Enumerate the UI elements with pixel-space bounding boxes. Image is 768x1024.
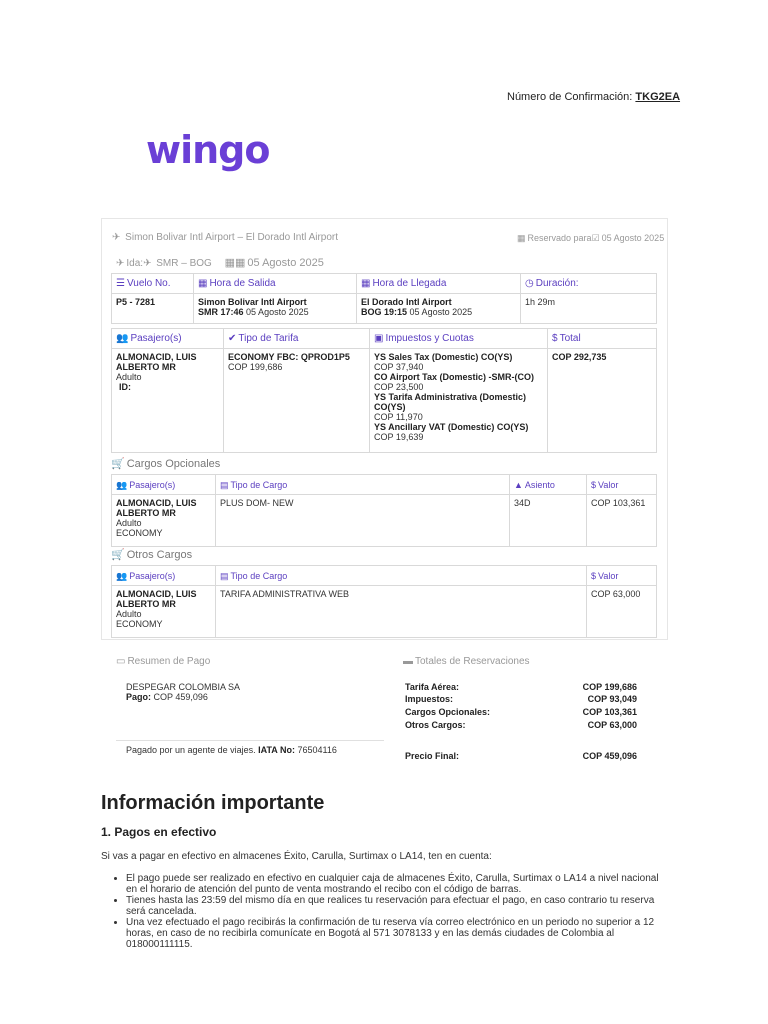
other-charges-table <box>111 565 657 638</box>
header-passengers: 👥 Pasajero(s) <box>112 566 216 586</box>
list-item: • El pago puede ser realizado en efectivo en cualquier caja de almacenes Éxito, Carulla, Surtimax o LA14 a nivel nacional en el horario de atención del punto de venta mostrando el recibo con el código de barras. <box>126 873 671 895</box>
route-text: Simon Bolivar Intl Airport – El Dorado Intl Airport <box>125 232 339 243</box>
header-fare-type: ✔ Tipo de Tarifa <box>224 329 370 349</box>
flight-table <box>111 273 657 324</box>
passenger-type: Adulto <box>116 609 142 619</box>
confirmation-code: TKG2EA <box>635 91 681 103</box>
plane-icon: ✈ <box>112 232 121 243</box>
calendar-icon: ▦ <box>361 277 371 289</box>
calendar-icon: ▦▦ <box>224 257 246 269</box>
dollar-icon: $ <box>591 479 597 490</box>
passenger-cell <box>112 349 224 453</box>
money-icon: ▣ <box>374 332 384 344</box>
list-item: • Tienes hasta las 23:59 del mismo día en que realices tu reservación para efectuar el pago, en caso contrario tu reserva será cancelada. <box>126 895 671 917</box>
clock-icon: ◷ <box>525 277 534 289</box>
header-seat: ▲ Asiento <box>510 475 587 495</box>
departure-time: SMR 17:46 <box>198 307 244 317</box>
tax-name: YS Sales Tax (Domestic) CO(YS) <box>374 352 513 362</box>
header-duration: ◷ Duración: <box>521 274 657 294</box>
charge-value: COP 103,361 <box>587 495 657 547</box>
total-row: Tarifa Aérea: COP 199,686 <box>405 682 637 692</box>
tax-name: YS Tarifa Administrativa (Domestic) CO(YS) <box>374 392 527 412</box>
payment-summary-title: ▭ Resumen de Pago <box>116 656 211 667</box>
reserved-label: Reservado para <box>527 233 592 243</box>
dollar-icon: $ <box>591 570 597 581</box>
passenger-id: ID: <box>119 382 131 392</box>
users-icon: 👥 <box>116 332 129 344</box>
flight-number: P5 - 7281 <box>112 294 194 324</box>
check-icon: ✔ <box>228 332 237 344</box>
credit-card-icon: ▭ <box>116 656 126 667</box>
divider <box>116 740 384 741</box>
header-value: $ Valor <box>587 475 657 495</box>
confirmation-number <box>507 91 680 103</box>
leg-date: 05 Agosto 2025 <box>247 257 324 269</box>
tax-name: YS Ancillary VAT (Domestic) CO(YS) <box>374 422 529 432</box>
cash-payments-intro: Si vas a pagar en efectivo en almacenes Éxito, Carulla, Surtimax o LA14, ten en cuenta: <box>101 851 492 862</box>
final-price-row: Precio Final: COP 459,096 <box>405 751 637 761</box>
passenger-name: ALMONACID, LUIS ALBERTO MR <box>116 498 197 518</box>
tax-amount: COP 19,639 <box>374 432 424 442</box>
cart-icon: 🛒 <box>111 458 125 470</box>
passenger-type: Adulto <box>116 372 142 382</box>
seat: 34D <box>510 495 587 547</box>
tax-amount: COP 23,500 <box>374 382 424 392</box>
header-passengers: 👥 Pasajero(s) <box>112 329 224 349</box>
total-row: Impuestos: COP 93,049 <box>405 694 637 704</box>
charge-type: TARIFA ADMINISTRATIVA WEB <box>216 586 587 638</box>
cabin: ECONOMY <box>116 528 163 538</box>
header-value: $ Valor <box>587 566 657 586</box>
payment-summary <box>126 682 286 702</box>
agent-note <box>126 745 337 755</box>
dollar-icon: $ <box>552 332 558 344</box>
totals-title: ▬ Totales de Reservaciones <box>403 656 530 667</box>
arrival-airport: El Dorado Intl Airport <box>361 297 452 307</box>
cabin: ECONOMY <box>116 619 163 629</box>
header-total: $ Total <box>548 329 657 349</box>
tax-amount: COP 11,970 <box>374 412 423 422</box>
pay-amount: COP 459,096 <box>153 692 208 702</box>
passenger-cell <box>112 586 216 638</box>
plane-icon: ✈ <box>143 258 152 269</box>
charge-value: COP 63,000 <box>587 586 657 638</box>
payer-name: DESPEGAR COLOMBIA SA <box>126 682 241 692</box>
cash-payments-title: 1. Pagos en efectivo <box>101 825 217 839</box>
departure-cell <box>194 294 357 324</box>
other-charges-title: 🛒 Otros Cargos <box>111 549 193 561</box>
total-row: Cargos Opcionales: COP 103,361 <box>405 707 637 717</box>
calendar-check-icon: ☑ <box>591 233 600 243</box>
header-taxes: ▣ Impuestos y Cuotas <box>370 329 548 349</box>
reserved-date: 05 Agosto 2025 <box>601 233 665 243</box>
users-icon: 👥 <box>116 570 128 581</box>
departure-airport: Simon Bolivar Intl Airport <box>198 297 307 307</box>
total-row: Otros Cargos: COP 63,000 <box>405 720 637 730</box>
route-line <box>112 232 338 243</box>
header-charge-type: ▤ Tipo de Cargo <box>216 566 587 586</box>
taxes-cell <box>370 349 548 453</box>
iata-number: 76504116 <box>297 745 337 755</box>
fare-total: COP 292,735 <box>548 349 657 453</box>
pay-label: Pago: <box>126 692 152 702</box>
money-icon: ▬ <box>403 656 413 667</box>
leg-label: Ida: <box>126 258 144 269</box>
reserved-for <box>517 233 664 244</box>
optional-charges-title: 🛒 Cargos Opcionales <box>111 458 221 470</box>
charge-type: PLUS DOM- NEW <box>216 495 510 547</box>
list-item: • Una vez efectuado el pago recibirás la confirmación de tu reserva vía correo electrónico en un periodo no superior a 12 horas, en caso de no recibirla comunícate en Bogotá al 571 3078133 y en las demás ciudades de Colombia al 018000111115. <box>126 917 671 950</box>
calendar-icon: ▦ <box>517 233 526 243</box>
calendar-icon: ▦ <box>198 277 208 289</box>
bag-icon: ▤ <box>220 479 229 490</box>
list-icon: ☰ <box>116 277 125 289</box>
header-flight-no: ☰ Vuelo No. <box>112 274 194 294</box>
cart-icon: 🛒 <box>111 549 125 561</box>
agent-text: Pagado por un agente de viajes. <box>126 745 256 755</box>
departure-date: 05 Agosto 2025 <box>246 307 309 317</box>
plane-icon: ✈ <box>116 258 125 269</box>
leg-line <box>116 256 324 269</box>
header-passengers: 👥 Pasajero(s) <box>112 475 216 495</box>
header-departure: ▦ Hora de Salida <box>194 274 357 294</box>
passenger-cell <box>112 495 216 547</box>
fare-amount: COP 199,686 <box>228 362 283 372</box>
fare-table <box>111 328 657 453</box>
iata-label: IATA No: <box>258 745 295 755</box>
header-charge-type: ▤ Tipo de Cargo <box>216 475 510 495</box>
fare-cell <box>224 349 370 453</box>
optional-charges-table <box>111 474 657 547</box>
arrival-time: BOG 19:15 <box>361 307 408 317</box>
header-arrival: ▦ Hora de Llegada <box>357 274 521 294</box>
confirmation-label: Número de Confirmación: <box>507 91 633 103</box>
user-icon: ▲ <box>514 479 523 490</box>
important-info-title: Información importante <box>101 792 325 814</box>
bag-icon: ▤ <box>220 570 229 581</box>
wingo-logo: wingo <box>146 128 270 172</box>
cash-payments-list <box>126 873 671 950</box>
passenger-name: ALMONACID, LUIS ALBERTO MR <box>116 352 197 372</box>
duration-value: 1h 29m <box>521 294 657 324</box>
arrival-cell <box>357 294 521 324</box>
tax-name: CO Airport Tax (Domestic) -SMR-(CO) <box>374 372 535 382</box>
users-icon: 👥 <box>116 479 128 490</box>
passenger-name: ALMONACID, LUIS ALBERTO MR <box>116 589 197 609</box>
fare-type: ECONOMY FBC: QPROD1P5 <box>228 352 350 362</box>
arrival-date: 05 Agosto 2025 <box>409 307 473 317</box>
leg-route: SMR – BOG <box>156 258 212 269</box>
passenger-type: Adulto <box>116 518 142 528</box>
tax-amount: COP 37,940 <box>374 362 424 372</box>
